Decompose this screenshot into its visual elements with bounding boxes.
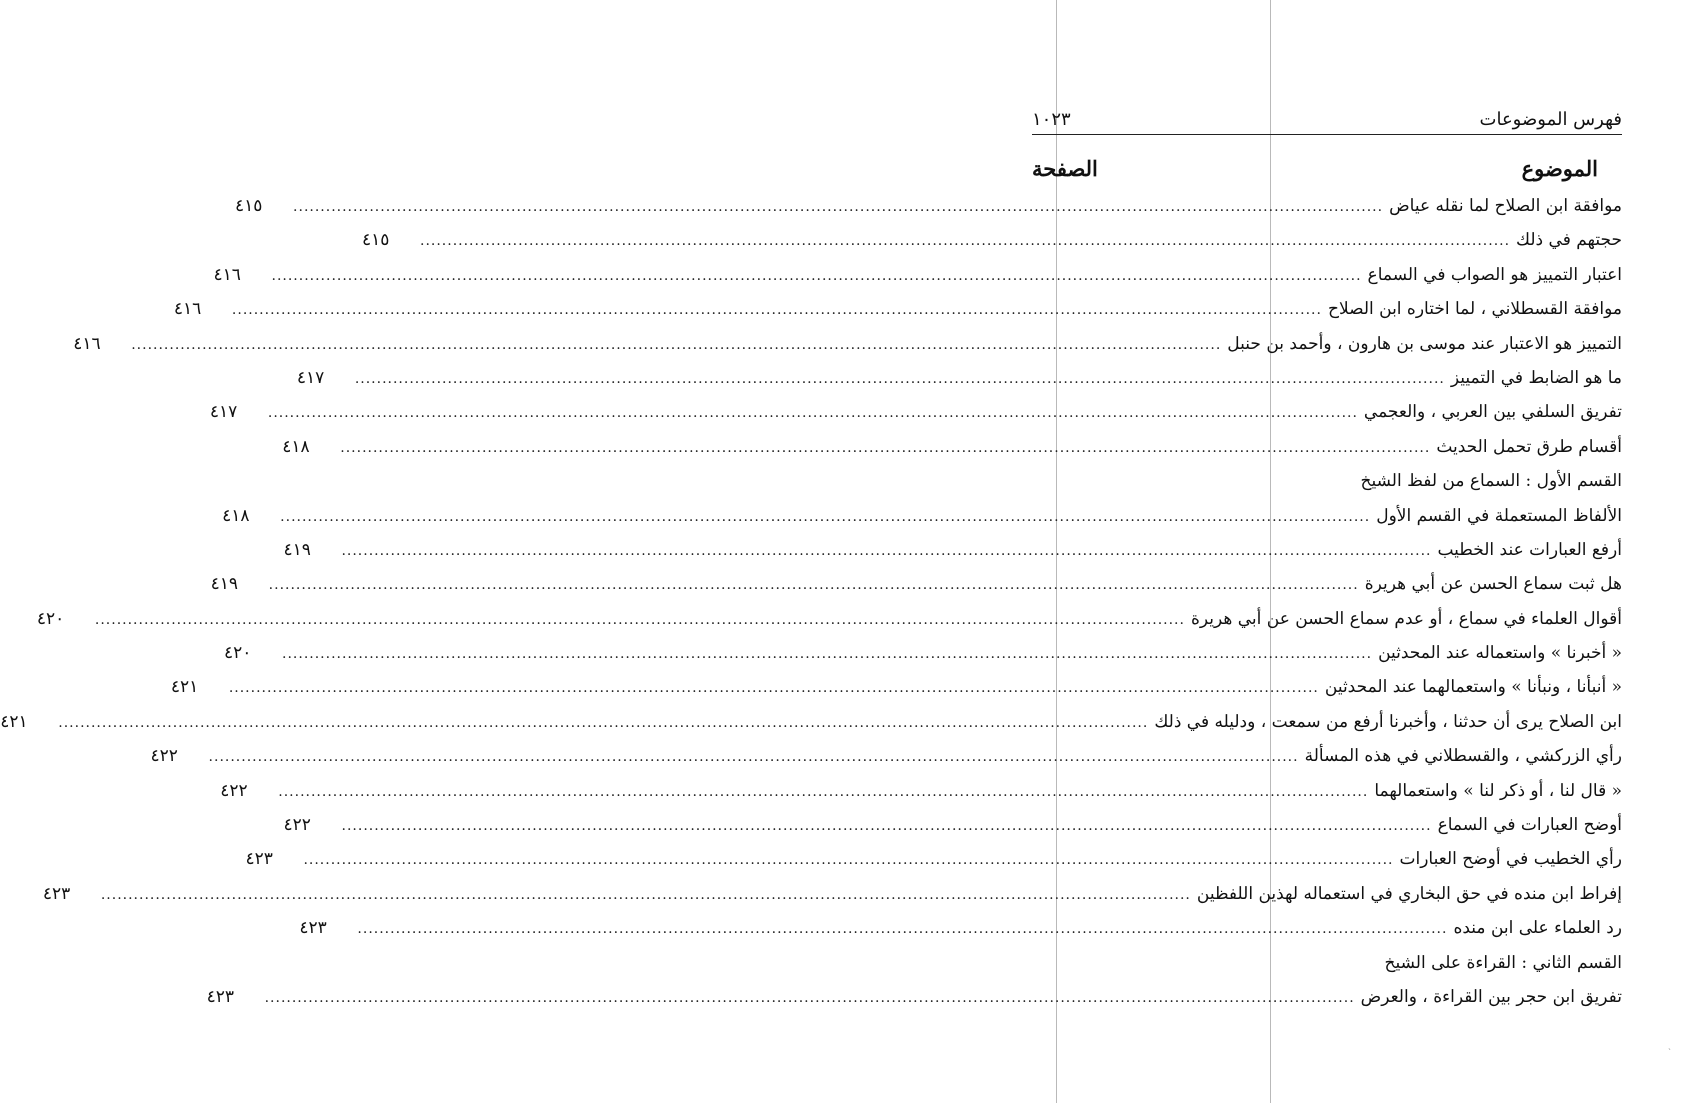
entry-text: أقسام طرق تحمل الحديث (1436, 436, 1622, 457)
index-entry (282, 436, 1622, 471)
index-entry (173, 299, 1622, 333)
entry-page-number: ٤٢٣ (245, 849, 273, 870)
index-entry (209, 402, 1622, 436)
entry-page-number: ٤١٧ (296, 367, 325, 388)
entry-page-number: ٤١٨ (222, 505, 250, 526)
dot-leader: ........................................................................................................................................................................................................ (340, 439, 1431, 456)
entry-text: أرفع العبارات عند الخطيب (1437, 539, 1622, 560)
entry-text: اعتبار التمييز هو الصواب في السماع (1367, 264, 1622, 285)
dot-leader: ........................................................................................................................................................................................................ (271, 267, 1362, 284)
entry-text: رأي الزركشي ، والقسطلاني في هذه المسألة (1304, 746, 1622, 767)
index-entry (299, 918, 1622, 952)
entry-text: ابن الصلاح يرى أن حدثنا ، وأخبرنا أرفع من سمعت ، ودليله في ذلك (1154, 711, 1622, 732)
index-entry (224, 643, 1622, 677)
page-header (1032, 104, 1622, 135)
entry-text: هل ثبت سماع الحسن عن أبي هريرة (1364, 574, 1622, 595)
entry-page-number: ٤١٨ (282, 436, 310, 457)
dot-leader: ........................................................................................................................................................................................................ (420, 233, 1511, 250)
index-entry (362, 230, 1622, 264)
dot-leader: ........................................................................................................................................................................................................ (278, 783, 1369, 800)
entry-text: القسم الثاني : القراءة على الشيخ (1384, 952, 1622, 973)
entry-page-number: ٤٢٢ (150, 746, 178, 767)
dot-leader: ........................................................................................................................................................................................................ (131, 336, 1222, 353)
entry-text: رد العلماء على ابن منده (1453, 918, 1622, 939)
dot-leader: ........................................................................................................................................................................................................ (94, 611, 1185, 628)
page-number: ١٠٢٣ (1032, 109, 1071, 130)
dot-leader: ........................................................................................................................................................................................................ (341, 542, 1432, 559)
entry-page-number: ٤٢١ (170, 677, 199, 698)
entry-text: موافقة القسطلاني ، لما اختاره ابن الصلاح (1327, 299, 1622, 320)
entry-page-number: ٤١٩ (210, 574, 239, 595)
index-entry (36, 608, 1622, 643)
entry-page-number: ٤١٦ (173, 299, 202, 320)
entry-page-number: ٤١٧ (209, 402, 238, 423)
index-entry (210, 574, 1622, 608)
entry-page-number: ٤١٥ (235, 196, 263, 216)
entry-page-number: ٤٢٣ (299, 918, 327, 939)
index-entry (283, 539, 1622, 574)
dot-leader: ........................................................................................................................................................................................................ (231, 302, 1322, 319)
index-entry (170, 677, 1622, 711)
entry-text: رأي الخطيب في أوضح العبارات (1399, 849, 1622, 870)
entry-page-number: ٤٢٠ (224, 643, 252, 664)
entry-page-number: ٤١٦ (73, 333, 101, 354)
column-header-page: الصفحة (1032, 156, 1098, 181)
dot-leader: ........................................................................................................................................................................................................ (303, 852, 1394, 869)
entry-text: أوضح العبارات في السماع (1437, 815, 1622, 836)
entry-page-number: ٤١٩ (283, 539, 311, 560)
dot-leader: ........................................................................................................................................................................................................ (280, 508, 1371, 525)
dot-leader: ........................................................................................................................................................................................................ (100, 886, 1191, 903)
entry-page-number: ٤١٥ (362, 230, 390, 251)
index-entry (42, 883, 1622, 918)
entry-text: حجتهم في ذلك (1516, 230, 1622, 251)
index-entry (220, 780, 1622, 815)
entry-text: القسم الأول : السماع من لفظ الشيخ (1360, 471, 1622, 492)
dot-leader: ........................................................................................................................................................................................................ (208, 749, 1299, 766)
entry-page-number: ٤٢١ (0, 711, 28, 732)
column-headers (1032, 154, 1622, 190)
index-section-heading (1032, 471, 1622, 505)
column-header-subject: الموضوع (1521, 156, 1598, 181)
dot-leader: ........................................................................................................................................................................................................ (357, 921, 1448, 938)
entry-page-number: ٤١٦ (213, 264, 241, 285)
entry-text: تفريق ابن حجر بين القراءة ، والعرض (1360, 986, 1622, 1007)
index-entry (296, 367, 1622, 402)
entry-text: الألفاظ المستعملة في القسم الأول (1376, 505, 1622, 526)
entry-page-number: ٤٢٢ (283, 815, 311, 836)
entry-page-number: ٤٢٠ (36, 608, 65, 629)
entry-text: موافقة ابن الصلاح لما نقله عياض (1389, 196, 1622, 216)
page-title: فهرس الموضوعات (1479, 109, 1622, 130)
index-entry (0, 711, 1622, 746)
entry-text: « أخبرنا » واستعماله عند المحدثين (1378, 643, 1622, 664)
entry-page-number: ٤٢٣ (42, 883, 71, 904)
entry-text: « قال لنا ، أو ذكر لنا » واستعمالهما (1374, 780, 1622, 801)
index-entries (0, 196, 1622, 1021)
dot-leader: ........................................................................................................................................................................................................ (282, 646, 1373, 663)
index-entry (235, 196, 1622, 230)
entry-text: التمييز هو الاعتبار عند موسى بن هارون ، وأحمد بن حنبل (1227, 333, 1622, 354)
index-entry (283, 815, 1622, 849)
entry-text: أقوال العلماء في سماع ، أو عدم سماع الحسن عن أبي هريرة (1190, 608, 1622, 629)
dot-leader: ........................................................................................................................................................................................................ (58, 714, 1149, 731)
dot-leader: ........................................................................................................................................................................................................ (228, 680, 1319, 697)
index-entry (245, 849, 1622, 883)
dot-leader: ........................................................................................................................................................................................................ (268, 577, 1359, 594)
entry-text: إفراط ابن منده في حق البخاري في استعماله لهذين اللفظين (1196, 883, 1622, 904)
entry-text: ما هو الضابط في التمييز (1450, 367, 1622, 388)
index-section-heading (1032, 953, 1622, 987)
index-entry (73, 333, 1622, 368)
entry-page-number: ٤٢٢ (220, 780, 248, 801)
corner-mark: ˎ (1668, 1041, 1671, 1051)
entry-page-number: ٤٢٣ (206, 986, 235, 1007)
entry-text: تفريق السلفي بين العربي ، والعجمي (1363, 402, 1622, 423)
index-entry (222, 505, 1622, 540)
dot-leader: ........................................................................................................................................................................................................ (267, 405, 1358, 422)
index-entry (150, 746, 1622, 780)
entry-text: « أنبأنا ، ونبأنا » واستعمالهما عند المحدثين (1324, 677, 1622, 698)
index-entry (206, 986, 1622, 1021)
dot-leader: ........................................................................................................................................................................................................ (293, 199, 1384, 215)
dot-leader: ........................................................................................................................................................................................................ (354, 370, 1445, 387)
dot-leader: ........................................................................................................................................................................................................ (341, 818, 1432, 835)
dot-leader: ........................................................................................................................................................................................................ (264, 989, 1355, 1006)
index-entry (213, 264, 1622, 299)
